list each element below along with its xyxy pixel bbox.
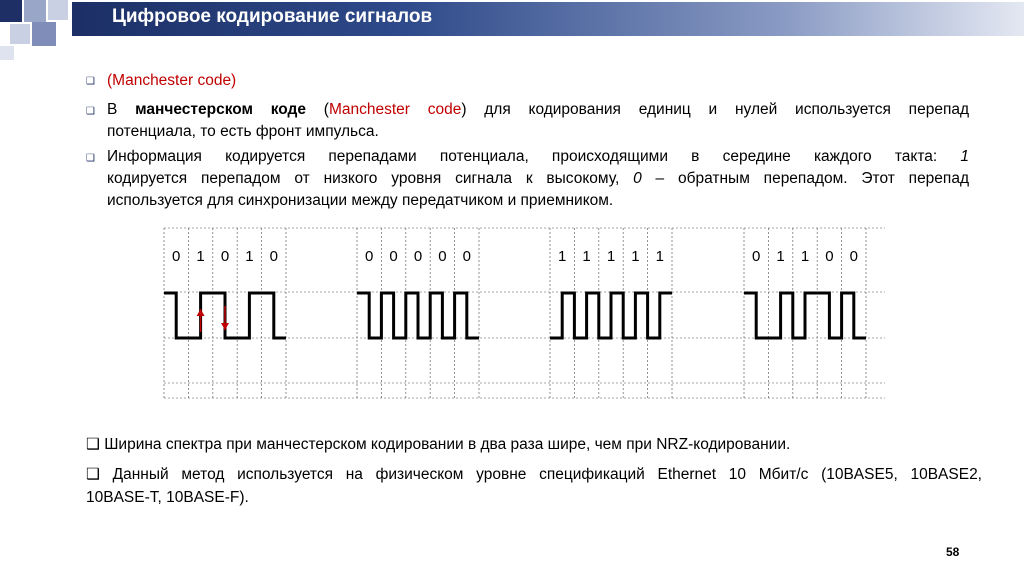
bit-label: 0 [438, 248, 447, 265]
falling-edge-arrow-head [221, 323, 229, 330]
bullet-2-line-3: используется для синхронизации между передатчиком и приемником. [107, 192, 614, 209]
signal-waveform [164, 293, 286, 338]
bit-label: 0 [269, 248, 278, 265]
bit-label: 1 [558, 248, 567, 265]
bit-label: 1 [631, 248, 640, 265]
bullet-icon: ❑ [86, 153, 95, 164]
bit-label: 0 [825, 248, 834, 265]
red-span: Manchester code [328, 101, 462, 118]
bit-label: 1 [800, 248, 810, 265]
bullet-icon: ❑ [86, 76, 95, 87]
bit-label: 0 [752, 248, 761, 265]
bit-label: 1 [606, 248, 616, 265]
bullet-icon: ❑ [86, 106, 95, 117]
note-2-line-2: 10BASE-T, 10BASE-F). [86, 489, 249, 506]
bit-label: 1 [776, 248, 785, 265]
text-span: кодируется перепадом от низкого уровня сигнала к высокому, [107, 170, 634, 187]
note-1-text: Ширина спектра при манчестерском кодировании в два раза шире, чем при NRZ-кодировании. [104, 436, 791, 453]
text-span: ) для кодирования единиц и нулей используется перепад [461, 101, 969, 118]
bullet-heading: (Manchester code) [107, 72, 237, 89]
text-span: ( [306, 101, 329, 118]
text-span: Информация кодируется перепадами потенциала, происходящими в середине каждого такта: [107, 148, 961, 165]
bullet-icon: ❑ [86, 436, 100, 453]
bit-label: 0 [172, 248, 181, 265]
bullet-2-line-2 [107, 168, 969, 190]
italic-span: 0 [633, 170, 642, 187]
bit-label: 0 [413, 248, 423, 265]
text-span: – обратным перепадом. Этот перепад [641, 170, 969, 187]
rising-edge-arrow-head [197, 309, 205, 316]
signal-waveform [357, 293, 479, 338]
bullet-1-line-1 [107, 99, 969, 121]
note-2-text: Данный метод используется на физическом уровне спецификаций Ethernet 10 Мбит/с (10BASE5, 10BASE2, [112, 466, 982, 483]
bullet-1-line-2: потенциала, то есть фронт импульса. [107, 123, 379, 140]
bullet-icon: ❑ [86, 466, 100, 483]
bit-label: 1 [245, 248, 254, 265]
bit-label: 1 [655, 248, 664, 265]
note-2-line-1 [86, 463, 982, 487]
bold-span: манчестерском коде [135, 101, 307, 118]
bit-label: 0 [365, 248, 374, 265]
slide-title: Цифровое кодирование сигналов [112, 6, 433, 27]
text-span: В [107, 101, 136, 118]
bullet-2-line-1 [107, 146, 969, 168]
italic-span: 1 [960, 148, 969, 165]
bit-label: 1 [196, 248, 205, 265]
bit-label: 0 [389, 248, 398, 265]
bit-label: 0 [220, 248, 230, 265]
signal-waveform [744, 293, 866, 338]
bit-label: 1 [582, 248, 591, 265]
note-1 [86, 433, 790, 457]
page-number: 58 [946, 545, 960, 559]
signal-waveform [550, 293, 672, 338]
bit-label: 0 [462, 248, 471, 265]
bit-label: 0 [849, 248, 858, 265]
